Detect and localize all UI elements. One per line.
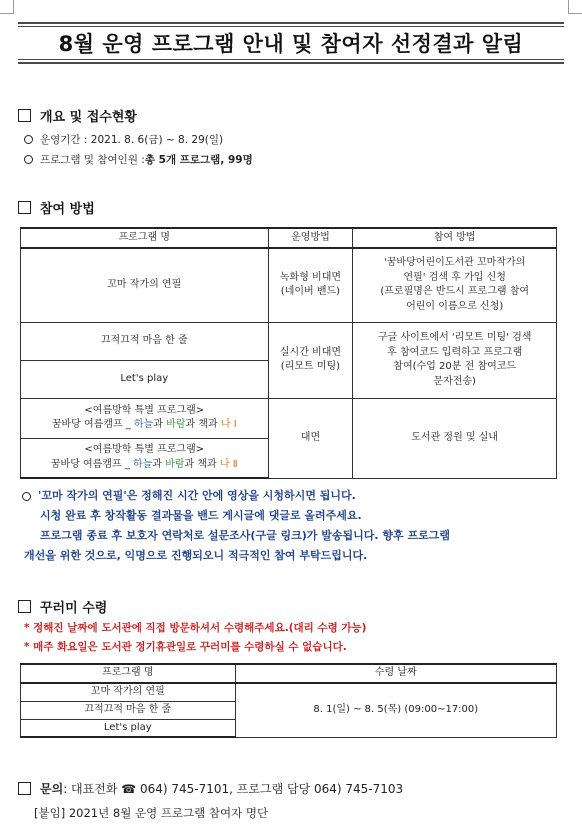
program-name-cell: 꼬마 작가의 연필 [21,683,236,701]
contact-text: : 대표전화 ☎ 064) 745-7101, 프로그램 담당 064) 745-7103 [63,782,404,796]
join-cell [353,248,557,322]
table-header: 수령 날짜 [235,664,556,683]
program-name-line: <여름방학 특별 프로그램> [84,404,205,416]
join-cell [353,322,557,398]
camp-word-me: 나 Ⅱ [219,458,238,470]
package-table [20,663,557,738]
method-line: (리모트 미팅) [280,361,341,372]
program-name-cell: 끄적끄적 마음 한 줄 [21,701,236,719]
period-text: 운영기간 : 2021. 8. 6(금) ~ 8. 29(일) [40,134,224,146]
join-line: 참여(수업 20분 전 참여코드 [393,361,517,372]
programs-line [24,152,253,167]
join-cell: 도서관 정원 및 실내 [353,398,557,478]
period-line [24,132,223,147]
program-name-cell: 꼬마 작가의 연필 [21,248,269,322]
method-line: 녹화형 비대면 [279,271,342,283]
table-row [21,683,557,701]
method-cell [268,322,353,398]
join-line: (프로필명은 반드시 프로그램 참여 [380,286,530,298]
section-heading-text: 꾸러미 수령 [40,601,108,616]
square-bullet-icon [18,600,31,613]
section-heading-participation [18,198,95,217]
attachment-note: [붙임] 2021년 8월 운영 프로그램 참여자 명단 [34,806,269,820]
table-header: 프로그램 명 [21,664,236,683]
square-bullet-icon [18,201,31,214]
camp-connector: 과 책과 [185,419,221,430]
program-name-cell: Let's play [21,360,269,398]
programs-prefix: 프로그램 및 참여인원 : [40,154,145,166]
camp-word-wind: 바람 [166,419,186,430]
camp-word-wind: 바람 [165,458,185,470]
join-line: 후 참여코드 입력하고 프로그램 [387,346,523,358]
table-row [21,322,557,360]
camp-connector: 과 책과 [184,458,220,470]
document-title-box [18,22,564,64]
participation-table [20,227,557,479]
table-header: 운영방법 [268,228,353,248]
table-row [21,398,557,438]
square-bullet-icon [18,782,31,795]
method-line: 실시간 비대면 [279,346,342,358]
join-line: 연필' 검색 후 가입 신청 [403,271,506,283]
join-line: 어린이 이름으로 신청) [406,300,504,312]
page-corner-mark [0,0,14,14]
camp-prefix: 꿈바당 여름캠프 _ [50,458,134,470]
page-corner-mark [568,0,582,14]
table-header: 프로그램 명 [21,228,269,248]
circle-bullet-icon [24,135,33,144]
programs-count: 총 5개 프로그램, 99명 [144,154,253,166]
participation-notes [22,486,567,566]
contact-label: 문의 [40,782,64,796]
method-line: (네이버 밴드) [280,286,341,298]
camp-word-sky: 하늘 [133,458,153,470]
program-name-cell: Let's play [21,719,236,737]
circle-bullet-icon [22,492,31,501]
section-heading-text: 개요 및 접수현황 [40,110,137,125]
camp-prefix: 꿈바당 여름캠프 _ [51,419,135,430]
package-notice: * 정해진 날짜에 도서관에 직접 방문하셔서 수령해주세요.(대리 수령 가능) [24,622,367,634]
note-text: '꼬마 작가의 연필'은 정해진 시간 안에 영상을 시청하시면 됩니다. [38,489,356,502]
camp-word-me: 나 Ⅰ [220,419,237,430]
camp-word-sky: 하늘 [134,419,154,430]
method-cell [268,248,353,322]
package-notice: * 매주 화요일은 도서관 정기휴관일로 꾸러미를 수령하실 수 없습니다. [24,641,347,653]
section-heading-package [18,597,107,616]
join-line: 구글 사이트에서 '리모트 미팅' 검색 [377,332,532,343]
note-line [22,486,567,506]
table-header: 참여 방법 [353,228,557,248]
camp-connector: 과 [152,458,166,470]
document-title: 8월 운영 프로그램 안내 및 참여자 선정결과 알림 [58,32,524,56]
note-line: 시청 완료 후 창작활동 결과물을 밴드 게시글에 댓글로 올려주세요. [40,509,362,522]
section-heading-text: 참여 방법 [40,202,95,217]
join-line: '꿈바당어린이도서관 꼬마작가의 [384,257,526,269]
camp-connector: 과 [153,419,167,430]
pickup-date-cell: 8. 1(일) ~ 8. 5(목) (09:00~17:00) [235,683,556,737]
join-line: 문자전송) [433,375,476,387]
program-name-cell: 끄적끄적 마음 한 줄 [21,322,269,360]
program-name-cell [21,438,269,478]
note-line: 프로그램 종료 후 보호자 연락처로 설문조사(구글 링크)가 발송됩니다. 향후 프로그램 [40,529,450,542]
circle-bullet-icon [24,155,33,164]
note-line: 개선을 위한 것으로, 익명으로 진행되오니 적극적인 참여 부탁드립니다. [24,549,368,562]
program-name-cell [21,398,269,438]
program-name-line [23,418,266,433]
program-name-line: <여름방학 특별 프로그램> [84,444,205,456]
section-heading-overview [18,106,137,125]
program-name-line [23,458,266,473]
contact-line [18,780,403,797]
method-cell: 대면 [268,398,353,478]
table-row [21,248,557,322]
square-bullet-icon [18,109,31,122]
